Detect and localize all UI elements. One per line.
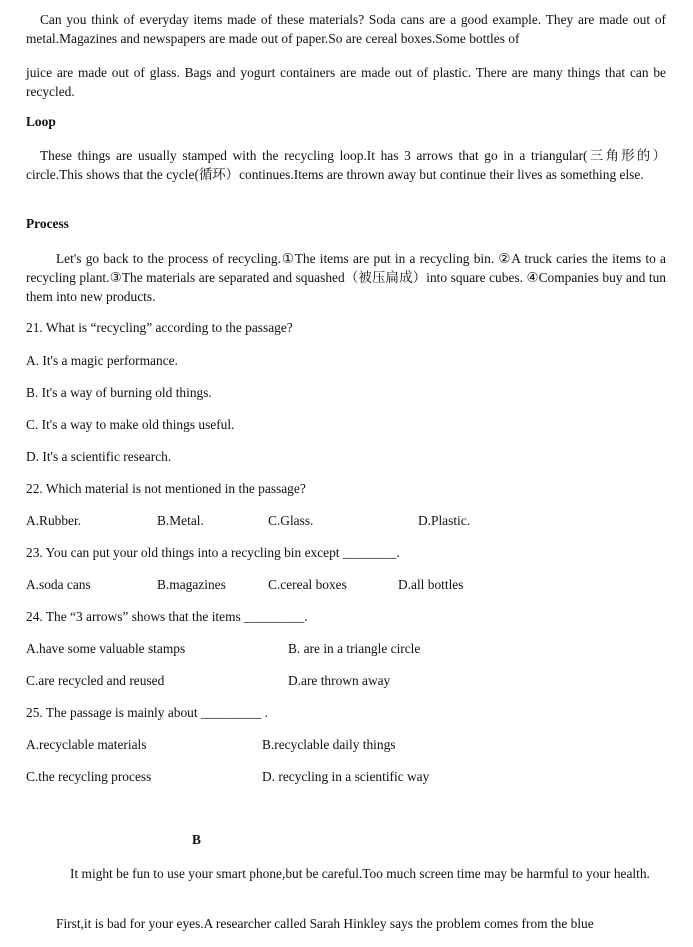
question-21-option-a: A. It's a magic performance. — [26, 353, 178, 368]
question-22-option-d: D.Plastic. — [418, 513, 471, 528]
passage-b-paragraph-1: It might be fun to use your smart phone,but be careful.Too much screen time may be harmful to your health. — [70, 866, 650, 881]
question-25-option-a: A.recyclable materials — [26, 737, 147, 752]
question-23-stem: 23. You can put your old things into a recycling bin except ________. — [26, 545, 400, 560]
passage-b-label: B — [192, 832, 201, 847]
question-25-stem: 25. The passage is mainly about _________ . — [26, 705, 268, 720]
question-22-option-b: B.Metal. — [157, 513, 204, 528]
question-25-option-d: D. recycling in a scientific way — [262, 769, 430, 784]
loop-paragraph: These things are usually stamped with the recycling loop.It has 3 arrows that go in a triangular(三角形的）circle.This shows that the cycle(循环）continues.Items are thrown away but continue their lives as something else. — [26, 148, 666, 182]
question-22-stem: 22. Which material is not mentioned in the passage? — [26, 481, 306, 496]
question-25-option-b: B.recyclable daily things — [262, 737, 396, 752]
passage-b-paragraph-2: First,it is bad for your eyes.A researcher called Sarah Hinkley says the problem comes from the blue — [56, 916, 594, 931]
question-21-option-d: D. It's a scientific research. — [26, 449, 172, 464]
question-22-option-a: A.Rubber. — [26, 513, 82, 528]
question-25-option-c: C.the recycling process — [26, 769, 152, 784]
process-heading: Process — [26, 216, 69, 231]
question-22-option-c: C.Glass. — [268, 513, 314, 528]
question-24-option-d: D.are thrown away — [288, 673, 391, 688]
question-24-option-b: B. are in a triangle circle — [288, 641, 421, 656]
question-23-option-d: D.all bottles — [398, 577, 464, 592]
question-23-option-b: B.magazines — [157, 577, 226, 592]
loop-heading: Loop — [26, 114, 56, 129]
process-paragraph: Let's go back to the process of recycling.①The items are put in a recycling bin. ②A truck caries the items to a recycling plant.③The materials are separated and squashed（被压扁成）into square cubes. ④Companies buy and tun them into new products. — [26, 251, 666, 304]
passage-a-intro-paragraph-2: juice are made out of glass. Bags and yogurt containers are made out of plastic. There are many things that can be recycled. — [26, 65, 666, 99]
question-24-stem: 24. The “3 arrows” shows that the items _________. — [26, 609, 308, 624]
passage-a-intro-paragraph-1: Can you think of everyday items made of these materials? Soda cans are a good example. They are made out of metal.Magazines and newspapers are made out of paper.So are cereal boxes.Some bottles of — [26, 12, 666, 46]
question-23-option-a: A.soda cans — [26, 577, 91, 592]
question-24-option-a: A.have some valuable stamps — [26, 641, 186, 656]
question-21-option-b: B. It's a way of burning old things. — [26, 385, 212, 400]
question-23-option-c: C.cereal boxes — [268, 577, 347, 592]
question-24-option-c: C.are recycled and reused — [26, 673, 165, 688]
question-21-option-c: C. It's a way to make old things useful. — [26, 417, 235, 432]
question-21-stem: 21. What is “recycling” according to the passage? — [26, 320, 293, 335]
